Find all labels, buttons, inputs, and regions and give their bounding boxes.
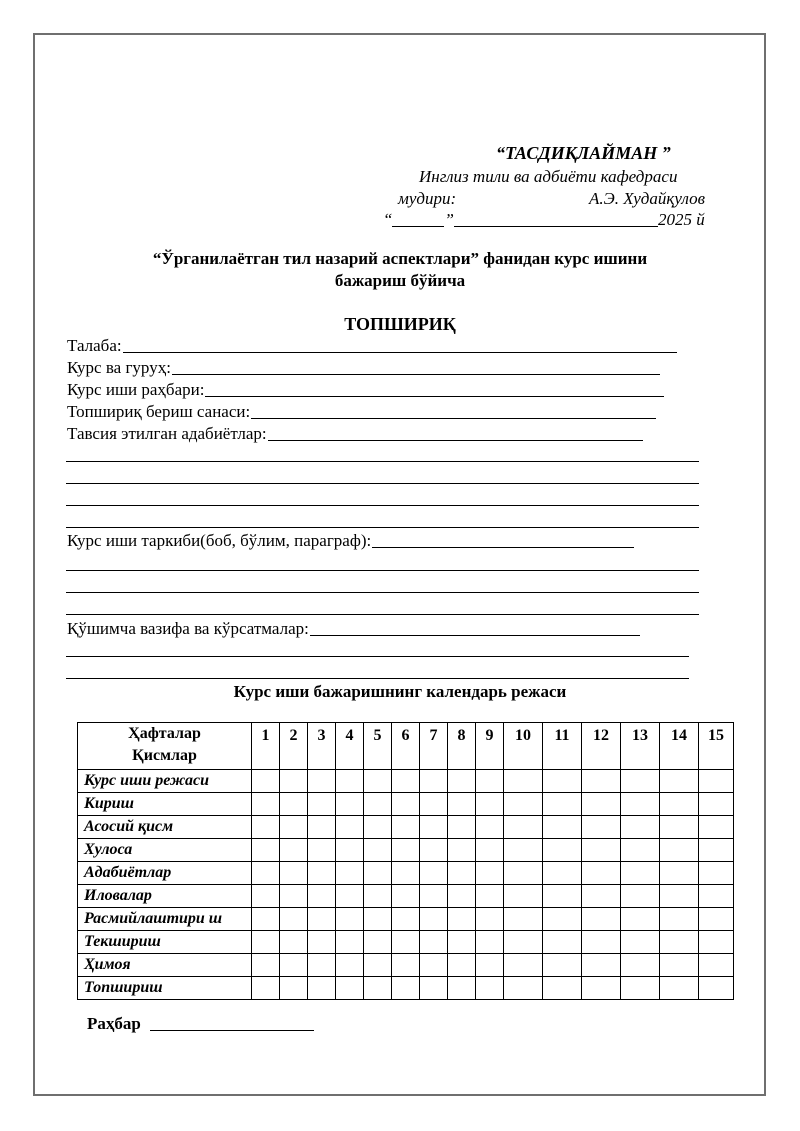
schedule-cell[interactable] xyxy=(699,862,734,885)
schedule-cell[interactable] xyxy=(699,885,734,908)
schedule-cell[interactable] xyxy=(364,908,392,931)
table-row xyxy=(78,793,734,816)
schedule-cell[interactable] xyxy=(504,793,543,816)
approval-head-label: мудири: xyxy=(398,189,457,208)
schedule-cell[interactable] xyxy=(252,793,280,816)
week-header: 1 xyxy=(252,723,280,770)
extra-tasks-line-2[interactable] xyxy=(66,678,689,679)
schedule-cell[interactable] xyxy=(280,793,308,816)
schedule-cell[interactable] xyxy=(420,839,448,862)
table-row xyxy=(78,954,734,977)
schedule-cell[interactable] xyxy=(582,862,621,885)
schedule-cell[interactable] xyxy=(699,770,734,793)
table-row xyxy=(78,885,734,908)
schedule-cell[interactable] xyxy=(476,977,504,1000)
schedule-cell[interactable] xyxy=(699,931,734,954)
schedule-cell[interactable] xyxy=(420,885,448,908)
schedule-cell[interactable] xyxy=(699,977,734,1000)
schedule-cell[interactable] xyxy=(280,816,308,839)
schedule-cell[interactable] xyxy=(543,885,582,908)
schedule-cell[interactable] xyxy=(308,862,336,885)
schedule-cell[interactable] xyxy=(448,931,476,954)
schedule-cell[interactable] xyxy=(252,770,280,793)
student-field xyxy=(67,336,677,356)
literature-label: Тавсия этилган адабиётлар: xyxy=(67,424,267,443)
signature-blank[interactable] xyxy=(150,1015,314,1031)
schedule-cell[interactable] xyxy=(392,839,420,862)
structure-line-1[interactable] xyxy=(66,570,699,571)
schedule-cell[interactable] xyxy=(280,954,308,977)
date-open-quote: “ xyxy=(383,210,393,229)
signature-field xyxy=(87,1014,314,1034)
course-group-field xyxy=(67,358,660,378)
date-day-blank[interactable] xyxy=(392,211,444,227)
schedule-cell[interactable] xyxy=(252,931,280,954)
row-label: Хулоса xyxy=(78,839,252,862)
schedule-cell[interactable] xyxy=(699,793,734,816)
extra-tasks-blank[interactable] xyxy=(310,620,640,636)
schedule-cell[interactable] xyxy=(392,977,420,1000)
schedule-cell[interactable] xyxy=(660,839,699,862)
approval-department: Инглиз тили ва адбиёти кафедраси xyxy=(419,167,678,186)
schedule-cell[interactable] xyxy=(280,770,308,793)
issue-date-field xyxy=(67,402,656,422)
supervisor-field xyxy=(67,380,664,400)
schedule-cell[interactable] xyxy=(308,885,336,908)
schedule-cell[interactable] xyxy=(280,977,308,1000)
schedule-cell[interactable] xyxy=(582,816,621,839)
row-label: Иловалар xyxy=(78,885,252,908)
schedule-cell[interactable] xyxy=(476,839,504,862)
schedule-cell[interactable] xyxy=(448,816,476,839)
schedule-cell[interactable] xyxy=(336,862,364,885)
schedule-cell[interactable] xyxy=(621,770,660,793)
schedule-cell[interactable] xyxy=(621,839,660,862)
doc-heading-line2: бажариш бўйича xyxy=(334,271,466,290)
week-header: 3 xyxy=(308,723,336,770)
schedule-cell[interactable] xyxy=(504,885,543,908)
schedule-cell[interactable] xyxy=(582,839,621,862)
schedule-cell[interactable] xyxy=(336,977,364,1000)
schedule-cell[interactable] xyxy=(280,885,308,908)
schedule-cell[interactable] xyxy=(280,862,308,885)
schedule-cell[interactable] xyxy=(448,977,476,1000)
schedule-cell[interactable] xyxy=(448,954,476,977)
schedule-cell[interactable] xyxy=(621,908,660,931)
schedule-cell[interactable] xyxy=(448,862,476,885)
week-header: 8 xyxy=(448,723,476,770)
schedule-cell[interactable] xyxy=(660,954,699,977)
row-label: Адабиётлар xyxy=(78,862,252,885)
schedule-cell[interactable] xyxy=(660,931,699,954)
task-title: ТОПШИРИҚ xyxy=(344,314,456,334)
week-header: 14 xyxy=(660,723,699,770)
schedule-cell[interactable] xyxy=(699,839,734,862)
schedule-cell[interactable] xyxy=(699,816,734,839)
schedule-cell[interactable] xyxy=(420,862,448,885)
schedule-cell[interactable] xyxy=(504,816,543,839)
date-month-blank[interactable] xyxy=(454,211,658,227)
schedule-cell[interactable] xyxy=(582,770,621,793)
schedule-cell[interactable] xyxy=(448,770,476,793)
schedule-cell[interactable] xyxy=(336,885,364,908)
schedule-cell[interactable] xyxy=(392,862,420,885)
schedule-cell[interactable] xyxy=(543,862,582,885)
schedule-cell[interactable] xyxy=(504,770,543,793)
week-header: 15 xyxy=(699,723,734,770)
row-label: Топшириш xyxy=(78,977,252,1000)
row-label: Текшириш xyxy=(78,931,252,954)
schedule-cell[interactable] xyxy=(336,931,364,954)
week-header: 5 xyxy=(364,723,392,770)
schedule-cell[interactable] xyxy=(364,770,392,793)
calendar-body xyxy=(78,770,734,1000)
schedule-cell[interactable] xyxy=(308,793,336,816)
schedule-cell[interactable] xyxy=(308,908,336,931)
extra-tasks-line-1[interactable] xyxy=(66,656,689,657)
date-mid-quote: ” xyxy=(444,210,454,229)
schedule-cell[interactable] xyxy=(582,908,621,931)
course-group-blank[interactable] xyxy=(172,359,660,375)
table-row xyxy=(78,977,734,1000)
calendar-corner-header xyxy=(78,723,252,770)
schedule-cell[interactable] xyxy=(476,862,504,885)
schedule-cell[interactable] xyxy=(392,908,420,931)
schedule-cell[interactable] xyxy=(308,839,336,862)
schedule-cell[interactable] xyxy=(504,862,543,885)
calendar-header-row xyxy=(78,723,734,770)
table-row xyxy=(78,908,734,931)
schedule-cell[interactable] xyxy=(364,839,392,862)
schedule-cell[interactable] xyxy=(448,908,476,931)
schedule-cell[interactable] xyxy=(364,885,392,908)
row-label: Асосий қисм xyxy=(78,816,252,839)
calendar-title: Курс иши бажаришнинг календарь режаси xyxy=(233,682,567,701)
week-header: 6 xyxy=(392,723,420,770)
schedule-cell[interactable] xyxy=(252,954,280,977)
schedule-cell[interactable] xyxy=(582,885,621,908)
schedule-cell[interactable] xyxy=(543,770,582,793)
schedule-cell[interactable] xyxy=(660,770,699,793)
schedule-cell[interactable] xyxy=(621,931,660,954)
schedule-cell[interactable] xyxy=(476,770,504,793)
schedule-cell[interactable] xyxy=(336,816,364,839)
extra-tasks-field xyxy=(67,619,640,639)
week-header: 12 xyxy=(582,723,621,770)
schedule-cell[interactable] xyxy=(660,793,699,816)
supervisor-label: Курс иши раҳбари: xyxy=(67,380,205,399)
table-row xyxy=(78,931,734,954)
schedule-cell[interactable] xyxy=(621,954,660,977)
schedule-cell[interactable] xyxy=(504,908,543,931)
schedule-cell[interactable] xyxy=(476,793,504,816)
approval-title: “ТАСДИҚЛАЙМАН ” xyxy=(496,143,671,163)
schedule-cell[interactable] xyxy=(420,954,448,977)
row-label: Курс иши режаси xyxy=(78,770,252,793)
schedule-cell[interactable] xyxy=(699,908,734,931)
schedule-cell[interactable] xyxy=(543,839,582,862)
schedule-cell[interactable] xyxy=(476,954,504,977)
schedule-cell[interactable] xyxy=(252,862,280,885)
structure-blank[interactable] xyxy=(372,532,634,548)
schedule-cell[interactable] xyxy=(308,954,336,977)
extra-tasks-label: Қўшимча вазифа ва кўрсатмалар: xyxy=(67,619,309,638)
week-header: 2 xyxy=(280,723,308,770)
structure-line-2[interactable] xyxy=(66,592,699,593)
table-row xyxy=(78,770,734,793)
schedule-cell[interactable] xyxy=(252,816,280,839)
schedule-cell[interactable] xyxy=(392,931,420,954)
schedule-cell[interactable] xyxy=(392,816,420,839)
schedule-cell[interactable] xyxy=(364,862,392,885)
approval-head-name: А.Э. Худайқулов xyxy=(589,189,705,208)
schedule-cell[interactable] xyxy=(621,793,660,816)
schedule-cell[interactable] xyxy=(252,839,280,862)
schedule-cell[interactable] xyxy=(476,816,504,839)
row-label: Расмийлаштири ш xyxy=(78,908,252,931)
literature-field xyxy=(67,424,643,444)
schedule-cell[interactable] xyxy=(476,885,504,908)
schedule-cell[interactable] xyxy=(336,839,364,862)
schedule-cell[interactable] xyxy=(476,931,504,954)
schedule-cell[interactable] xyxy=(448,793,476,816)
schedule-cell[interactable] xyxy=(364,954,392,977)
row-label: Кириш xyxy=(78,793,252,816)
schedule-cell[interactable] xyxy=(308,977,336,1000)
schedule-cell[interactable] xyxy=(308,816,336,839)
schedule-cell[interactable] xyxy=(621,862,660,885)
schedule-cell[interactable] xyxy=(660,885,699,908)
issue-date-blank[interactable] xyxy=(251,403,656,419)
schedule-cell[interactable] xyxy=(504,931,543,954)
schedule-cell[interactable] xyxy=(392,885,420,908)
row-label: Ҳимоя xyxy=(78,954,252,977)
week-header: 11 xyxy=(543,723,582,770)
schedule-cell[interactable] xyxy=(582,931,621,954)
schedule-cell[interactable] xyxy=(336,793,364,816)
course-group-label: Курс ва гуруҳ: xyxy=(67,358,171,377)
supervisor-blank[interactable] xyxy=(205,381,664,397)
schedule-cell[interactable] xyxy=(420,931,448,954)
schedule-cell[interactable] xyxy=(336,908,364,931)
schedule-cell[interactable] xyxy=(392,770,420,793)
schedule-cell[interactable] xyxy=(308,931,336,954)
schedule-cell[interactable] xyxy=(543,793,582,816)
approval-date-line xyxy=(383,210,705,230)
schedule-cell[interactable] xyxy=(420,977,448,1000)
week-header: 7 xyxy=(420,723,448,770)
schedule-cell[interactable] xyxy=(336,954,364,977)
schedule-cell[interactable] xyxy=(364,977,392,1000)
student-label: Талаба: xyxy=(67,336,122,355)
schedule-cell[interactable] xyxy=(392,954,420,977)
literature-line-2[interactable] xyxy=(66,483,699,484)
schedule-cell[interactable] xyxy=(582,977,621,1000)
schedule-cell[interactable] xyxy=(504,977,543,1000)
schedule-cell[interactable] xyxy=(364,793,392,816)
schedule-cell[interactable] xyxy=(252,908,280,931)
schedule-cell[interactable] xyxy=(252,977,280,1000)
week-header: 4 xyxy=(336,723,364,770)
schedule-cell[interactable] xyxy=(621,885,660,908)
weeks-header: Ҳафталар xyxy=(128,725,201,742)
schedule-cell[interactable] xyxy=(699,954,734,977)
calendar-table xyxy=(77,722,734,1000)
schedule-cell[interactable] xyxy=(252,885,280,908)
schedule-cell[interactable] xyxy=(660,908,699,931)
schedule-cell[interactable] xyxy=(392,793,420,816)
schedule-cell[interactable] xyxy=(420,770,448,793)
table-row xyxy=(78,839,734,862)
schedule-cell[interactable] xyxy=(448,885,476,908)
schedule-cell[interactable] xyxy=(476,908,504,931)
schedule-cell[interactable] xyxy=(582,954,621,977)
schedule-cell[interactable] xyxy=(582,793,621,816)
schedule-cell[interactable] xyxy=(280,839,308,862)
schedule-cell[interactable] xyxy=(660,977,699,1000)
literature-line-1[interactable] xyxy=(66,461,699,462)
schedule-cell[interactable] xyxy=(543,908,582,931)
date-year: 2025 й xyxy=(657,210,705,229)
schedule-cell[interactable] xyxy=(543,816,582,839)
schedule-cell[interactable] xyxy=(660,862,699,885)
schedule-cell[interactable] xyxy=(364,816,392,839)
schedule-cell[interactable] xyxy=(543,954,582,977)
doc-heading-line1: “Ўрганилаётган тил назарий аспектлари” фанидан курс ишини xyxy=(152,249,648,268)
literature-line-3[interactable] xyxy=(66,505,699,506)
signature-label: Раҳбар xyxy=(87,1014,141,1033)
literature-line-4[interactable] xyxy=(66,527,699,528)
schedule-cell[interactable] xyxy=(504,839,543,862)
schedule-cell[interactable] xyxy=(543,977,582,1000)
literature-blank[interactable] xyxy=(268,425,643,441)
week-header: 13 xyxy=(621,723,660,770)
schedule-cell[interactable] xyxy=(543,931,582,954)
week-header: 9 xyxy=(476,723,504,770)
parts-header: Қисмлар xyxy=(132,747,197,764)
schedule-cell[interactable] xyxy=(621,816,660,839)
schedule-cell[interactable] xyxy=(336,770,364,793)
schedule-cell[interactable] xyxy=(364,931,392,954)
issue-date-label: Топшириқ бериш санаси: xyxy=(67,402,251,421)
schedule-cell[interactable] xyxy=(420,816,448,839)
schedule-cell[interactable] xyxy=(420,793,448,816)
schedule-cell[interactable] xyxy=(660,816,699,839)
structure-label: Курс иши таркиби(боб, бўлим, параграф): xyxy=(67,531,372,550)
schedule-cell[interactable] xyxy=(448,839,476,862)
schedule-cell[interactable] xyxy=(280,931,308,954)
student-blank[interactable] xyxy=(123,337,677,353)
structure-line-3[interactable] xyxy=(66,614,699,615)
schedule-cell[interactable] xyxy=(621,977,660,1000)
week-header: 10 xyxy=(504,723,543,770)
table-row xyxy=(78,816,734,839)
schedule-cell[interactable] xyxy=(308,770,336,793)
schedule-cell[interactable] xyxy=(504,954,543,977)
structure-field xyxy=(67,531,634,551)
schedule-cell[interactable] xyxy=(280,908,308,931)
schedule-cell[interactable] xyxy=(420,908,448,931)
table-row xyxy=(78,862,734,885)
